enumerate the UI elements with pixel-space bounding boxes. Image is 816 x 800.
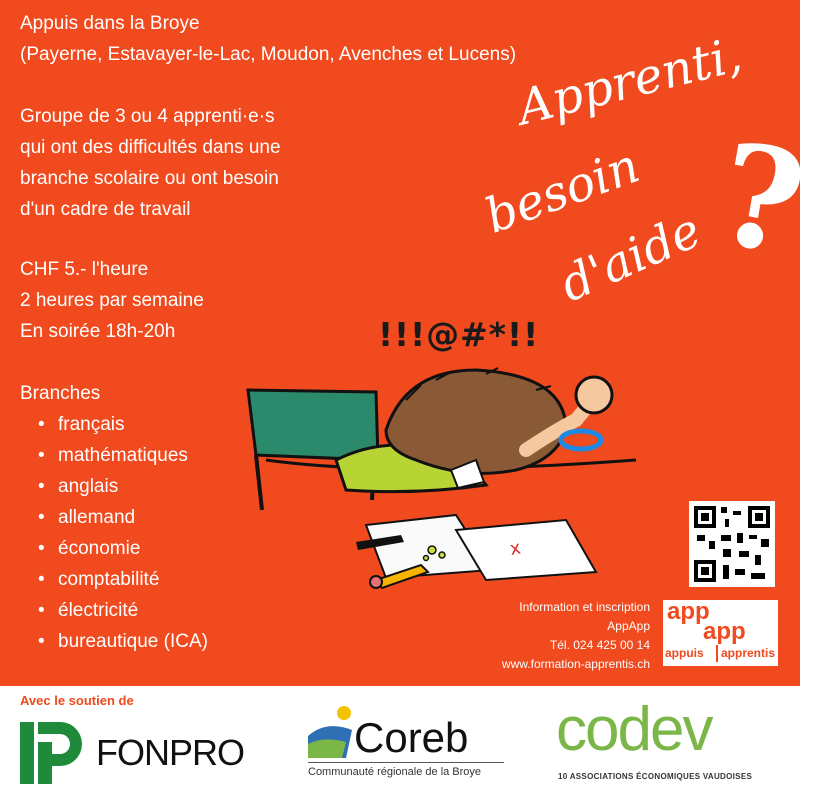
appapp-logo-appuis: appuis — [665, 646, 704, 660]
qr-code[interactable] — [689, 501, 775, 587]
support-label: Avec le soutien de — [20, 693, 134, 708]
fonpro-logo — [20, 720, 260, 786]
branch-item: • bureautique (ICA) — [38, 626, 208, 657]
appapp-logo-apprentis: apprentis — [721, 646, 776, 660]
description-block — [20, 101, 281, 225]
branch-item: • comptabilité — [38, 564, 208, 595]
svg-text:x: x — [508, 537, 523, 560]
codev-name: codev — [556, 695, 712, 764]
headline-apprenti: Apprenti, — [512, 26, 748, 137]
branch-item: • français — [38, 409, 208, 440]
location-towns: (Payerne, Estavayer-le-Lac, Moudon, Avenches et Lucens) — [20, 44, 517, 65]
contact-phone[interactable]: Tél. 024 425 00 14 — [549, 638, 650, 652]
qr-code-icon — [689, 501, 775, 587]
appapp-logo-divider — [716, 645, 718, 662]
schedule-line: 2 heures par semaine — [20, 290, 204, 311]
exclamation-text: !!!@#*!! — [378, 315, 540, 354]
price-line: CHF 5.- l'heure — [20, 259, 149, 280]
fonpro-logo-icon — [20, 720, 86, 786]
coreb-name: Coreb — [354, 714, 469, 761]
description-line: qui ont des difficultés dans une — [20, 137, 281, 158]
appapp-logo — [663, 600, 778, 666]
branch-item: • mathématiques — [38, 440, 208, 471]
appapp-logo-middle: app — [703, 618, 746, 645]
branches-title: Branches — [20, 383, 101, 404]
location-title: Appuis dans la Broye — [20, 13, 200, 34]
appapp-logo-top: app — [667, 598, 710, 625]
frustrated-student-illustration — [236, 310, 646, 600]
student-drawing — [236, 310, 646, 600]
time-line: En soirée 18h-20h — [20, 321, 176, 342]
codev-logo — [556, 695, 768, 792]
branches-list — [38, 409, 208, 657]
fonpro-name: FONPRO — [96, 732, 245, 773]
coreb-underline — [308, 762, 504, 763]
question-mark: ? — [706, 112, 816, 288]
contact-name: AppApp — [607, 619, 650, 633]
branch-item: • anglais — [38, 471, 208, 502]
location-block — [20, 8, 516, 70]
coreb-logo — [306, 706, 506, 790]
description-line: d'un cadre de travail — [20, 199, 191, 220]
headline-daide: d'aide — [552, 202, 710, 314]
sponsors-footer — [0, 686, 800, 800]
price-block — [20, 254, 204, 347]
contact-block — [502, 598, 650, 674]
branch-item: • électricité — [38, 595, 208, 626]
description-line: Groupe de 3 ou 4 apprenti·e·s — [20, 106, 275, 127]
codev-subtitle: 10 ASSOCIATIONS ÉCONOMIQUES VAUDOISES — [558, 772, 753, 781]
description-line: branche scolaire ou ont besoin — [20, 168, 279, 189]
branch-item: • allemand — [38, 502, 208, 533]
contact-website[interactable]: www.formation-apprentis.ch — [501, 657, 650, 671]
contact-title: Information et inscription — [519, 600, 650, 614]
headline-besoin: besoin — [478, 137, 647, 245]
coreb-subtitle: Communauté régionale de la Broye — [308, 766, 482, 778]
branch-item: • économie — [38, 533, 208, 564]
